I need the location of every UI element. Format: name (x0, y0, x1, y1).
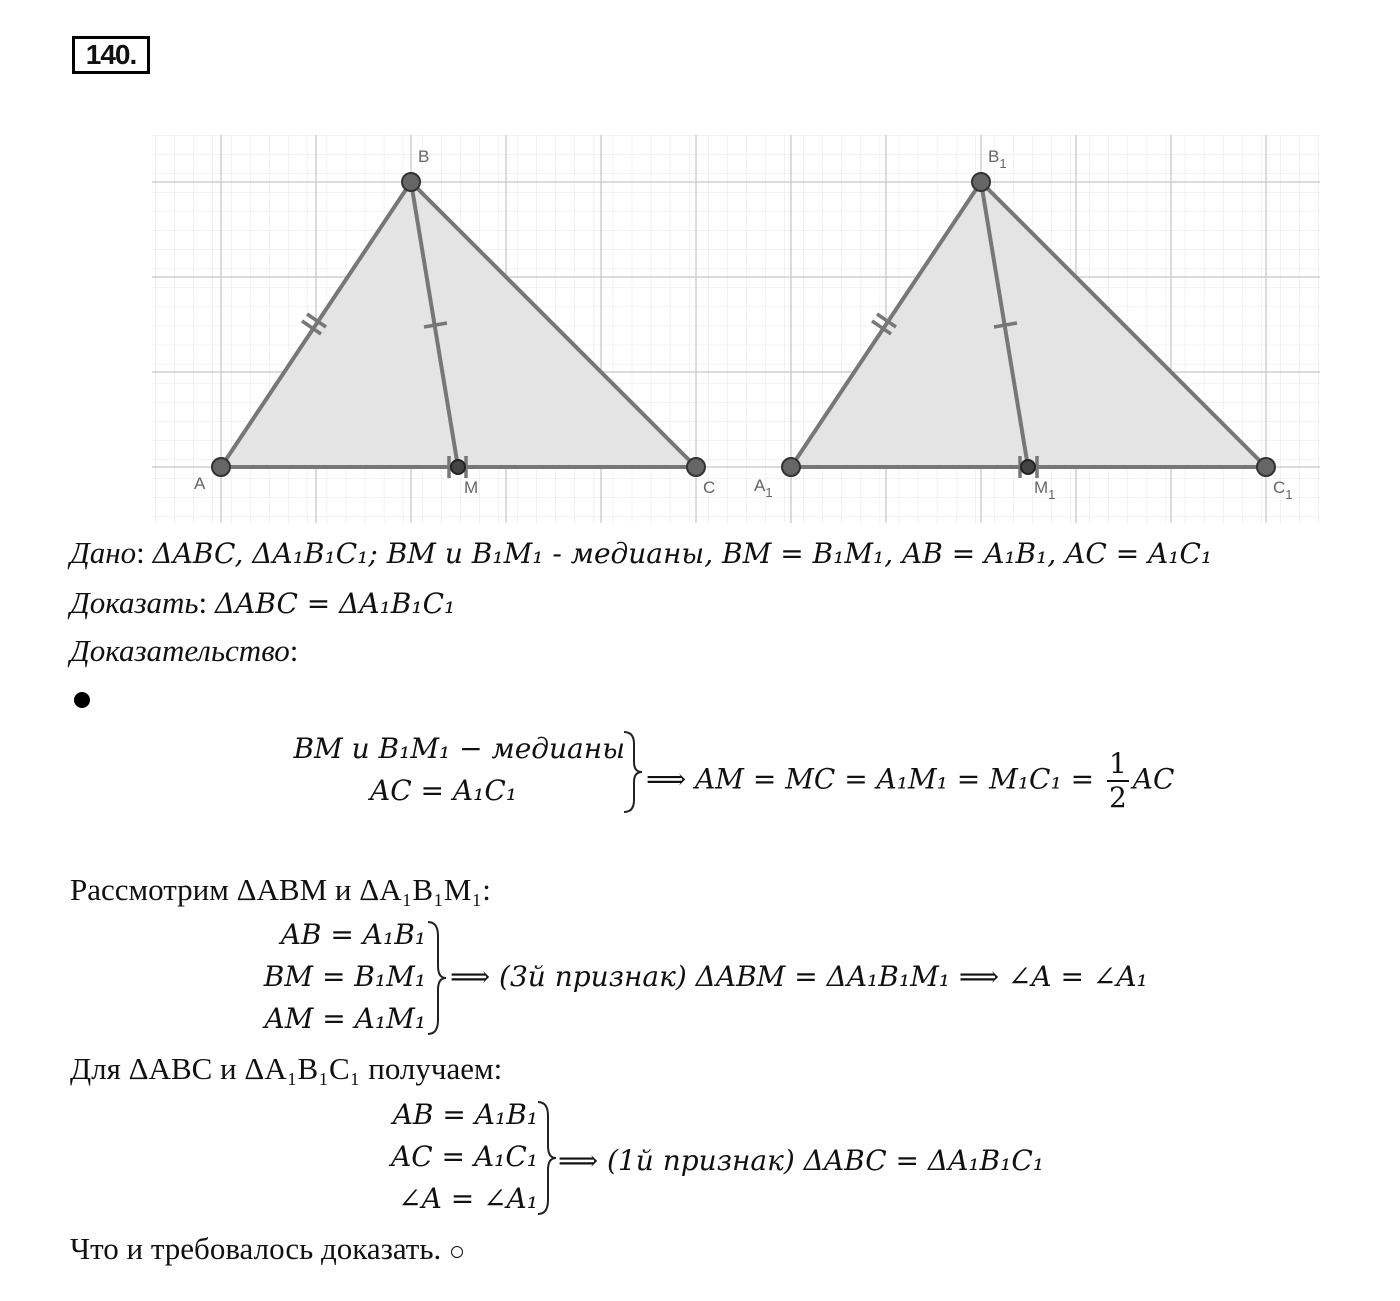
given-text: ΔABC, ΔA₁B₁C₁; BM и B₁M₁ - медианы, BM = B₁M₁, AB = A₁B₁, AC = A₁C₁ (152, 537, 1213, 570)
label-c: C (703, 478, 716, 497)
proof-label: Доказательство (70, 633, 290, 668)
point-c1 (1257, 458, 1275, 476)
label-b1: $B_1$ (988, 147, 1007, 171)
prove-line: Доказать: ΔABC = ΔA₁B₁C₁ (70, 585, 456, 620)
proof-line: Доказательство: (70, 633, 299, 668)
system-2-line-1: AB = A₁B₁ (280, 918, 426, 951)
system-2-line-3: AM = A₁M₁ (264, 1002, 426, 1035)
label-a: A (194, 474, 206, 493)
system-2-brace (424, 920, 448, 1036)
prove-label: Доказать (70, 585, 199, 620)
prove-text: ΔABC = ΔA₁B₁C₁ (214, 587, 456, 620)
conclusion-line (70, 1230, 463, 1268)
system-2-line-2: BM = B₁M₁ (263, 960, 426, 993)
conclusion-text: Что и требовалось доказать. (70, 1231, 442, 1266)
system-1-line-2: AC = A₁C₁ (370, 774, 517, 807)
system-3-line-1: AB = A₁B₁ (392, 1098, 538, 1131)
label-b: B (418, 147, 430, 166)
point-m1 (1021, 460, 1035, 474)
system-3-brace (534, 1100, 558, 1216)
label-a1: $A_1$ (754, 476, 773, 500)
point-a1 (782, 458, 800, 476)
bullet (74, 692, 90, 708)
system-3-result: ⟹ (1й признак) ΔABC = ΔA₁B₁C₁ (558, 1144, 1044, 1177)
end-of-proof-icon (451, 1246, 463, 1258)
label-c1: $C_1$ (1273, 478, 1293, 502)
system-2-result: ⟹ (3й признак) ΔABM = ΔA₁B₁M₁ ⟹ ∠A = ∠A₁ (450, 960, 1148, 993)
given-label: Дано (70, 535, 137, 570)
point-b (402, 173, 420, 191)
consider-line: Рассмотрим ΔABM и ΔA₁B₁M₁: (70, 872, 491, 907)
point-a (212, 458, 230, 476)
triangles-figure (0, 0, 1400, 530)
problem-number: 140. (72, 36, 150, 74)
label-m1: $M_1$ (1034, 478, 1056, 502)
point-c (687, 458, 705, 476)
system-1-result: ⟹ AM = MC = A₁M₁ = M₁C₁ = $\frac{1}{2}$ AC (646, 747, 1175, 814)
system-3-line-3: ∠A = ∠A₁ (398, 1182, 538, 1215)
fraction-one-half: $\frac{1}{2}$ (1108, 747, 1127, 814)
for-line: Для ΔABC и ΔA₁B₁C₁ получаем: (70, 1051, 503, 1086)
system-1-brace (620, 730, 644, 814)
given-line: Дано: ΔABC, ΔA₁B₁C₁; BM и B₁M₁ - медианы, BM = B₁M₁, AB = A₁B₁, AC = A₁C₁ (70, 535, 1213, 570)
label-m: M (464, 478, 479, 497)
system-1-line-1: BM и B₁M₁ − медианы (293, 732, 625, 765)
point-m (451, 460, 465, 474)
point-b1 (972, 173, 990, 191)
system-3-line-2: AC = A₁C₁ (391, 1140, 538, 1173)
